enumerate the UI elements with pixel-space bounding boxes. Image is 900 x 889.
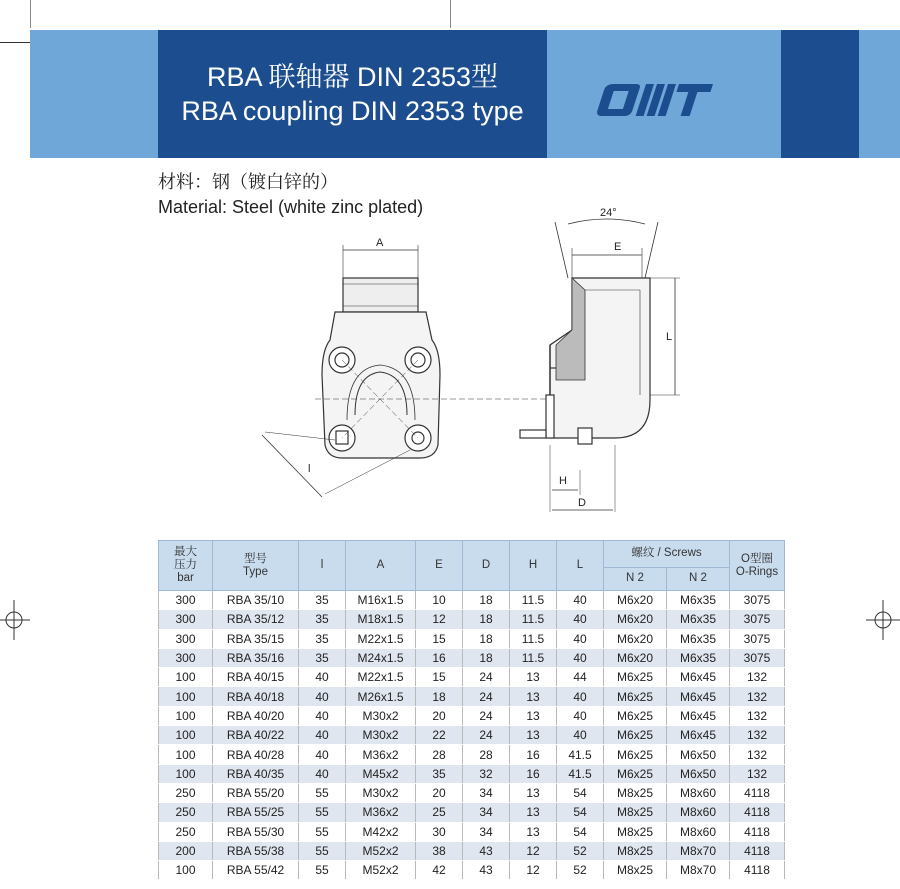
cell-e: 18 bbox=[416, 687, 463, 706]
cell-d: 24 bbox=[463, 687, 510, 706]
cell-pressure: 300 bbox=[159, 648, 213, 667]
cell-oring: 3075 bbox=[730, 629, 785, 648]
dimension-label-l: l bbox=[308, 463, 311, 475]
cell-pressure: 100 bbox=[159, 706, 213, 725]
cell-l: 40 bbox=[299, 668, 346, 687]
cell-screw-long: M8x70 bbox=[667, 861, 730, 880]
cell-screw-long: M6x45 bbox=[667, 726, 730, 745]
cell-h: 11.5 bbox=[510, 610, 557, 629]
cell-type: RBA 40/22 bbox=[213, 726, 299, 745]
cell-d: 28 bbox=[463, 745, 510, 764]
cell-screw-short: M6x25 bbox=[604, 706, 667, 725]
cell-oring: 3075 bbox=[730, 648, 785, 667]
side-view bbox=[520, 219, 680, 512]
cell-screw-long: M8x60 bbox=[667, 822, 730, 841]
cell-h: 16 bbox=[510, 764, 557, 783]
cell-d: 18 bbox=[463, 648, 510, 667]
cell-a: M30x2 bbox=[346, 706, 416, 725]
table-row bbox=[159, 629, 785, 648]
column-header-pressure bbox=[159, 541, 213, 591]
cell-e: 16 bbox=[416, 648, 463, 667]
header-type-cn: 型号 bbox=[244, 552, 267, 565]
cell-pressure: 300 bbox=[159, 591, 213, 610]
cell-screw-long: M6x35 bbox=[667, 610, 730, 629]
cell-length: 40 bbox=[557, 706, 604, 725]
header-pressure-unit: bar bbox=[177, 572, 194, 584]
cell-e: 12 bbox=[416, 610, 463, 629]
cell-screw-short: M6x25 bbox=[604, 726, 667, 745]
cell-l: 35 bbox=[299, 629, 346, 648]
table-row bbox=[159, 783, 785, 802]
cell-screw-short: M8x25 bbox=[604, 783, 667, 802]
cell-type: RBA 40/18 bbox=[213, 687, 299, 706]
cell-e: 38 bbox=[416, 841, 463, 860]
cell-length: 40 bbox=[557, 610, 604, 629]
cell-pressure: 300 bbox=[159, 629, 213, 648]
cell-length: 40 bbox=[557, 648, 604, 667]
technical-drawing bbox=[250, 200, 710, 520]
table-row bbox=[159, 841, 785, 860]
cell-a: M52x2 bbox=[346, 861, 416, 880]
dimension-label-e: E bbox=[614, 241, 622, 253]
table-row bbox=[159, 610, 785, 629]
registration-mark-left bbox=[0, 600, 30, 640]
dimension-label-length: L bbox=[666, 331, 673, 343]
cell-e: 22 bbox=[416, 726, 463, 745]
cell-length: 54 bbox=[557, 783, 604, 802]
cell-length: 41.5 bbox=[557, 764, 604, 783]
cell-screw-long: M6x45 bbox=[667, 687, 730, 706]
cell-h: 13 bbox=[510, 726, 557, 745]
cell-a: M24x1.5 bbox=[346, 648, 416, 667]
header-pressure-cn: 最大 压力 bbox=[174, 546, 197, 571]
table-row bbox=[159, 861, 785, 880]
cell-screw-long: M8x60 bbox=[667, 803, 730, 822]
cell-screw-long: M8x70 bbox=[667, 841, 730, 860]
cell-d: 24 bbox=[463, 706, 510, 725]
cell-a: M22x1.5 bbox=[346, 668, 416, 687]
cell-type: RBA 55/38 bbox=[213, 841, 299, 860]
cell-pressure: 300 bbox=[159, 610, 213, 629]
cell-pressure: 200 bbox=[159, 841, 213, 860]
cell-h: 11.5 bbox=[510, 648, 557, 667]
table-row bbox=[159, 803, 785, 822]
cell-d: 43 bbox=[463, 841, 510, 860]
cell-oring: 4118 bbox=[730, 803, 785, 822]
cell-e: 28 bbox=[416, 745, 463, 764]
cell-length: 40 bbox=[557, 726, 604, 745]
cell-a: M52x2 bbox=[346, 841, 416, 860]
cell-length: 40 bbox=[557, 629, 604, 648]
crop-mark bbox=[0, 42, 30, 43]
crop-mark bbox=[450, 0, 451, 28]
cell-l: 40 bbox=[299, 687, 346, 706]
front-view bbox=[262, 245, 560, 497]
cell-type: RBA 40/35 bbox=[213, 764, 299, 783]
header-type-en: Type bbox=[243, 565, 268, 578]
cell-d: 34 bbox=[463, 822, 510, 841]
cell-h: 13 bbox=[510, 668, 557, 687]
registration-mark-right bbox=[866, 600, 900, 640]
cell-type: RBA 35/10 bbox=[213, 591, 299, 610]
cell-screw-short: M6x25 bbox=[604, 687, 667, 706]
table-row bbox=[159, 745, 785, 764]
cell-a: M45x2 bbox=[346, 764, 416, 783]
cell-h: 11.5 bbox=[510, 591, 557, 610]
cell-a: M42x2 bbox=[346, 822, 416, 841]
cell-screw-long: M6x35 bbox=[667, 591, 730, 610]
cell-h: 16 bbox=[510, 745, 557, 764]
cell-oring: 3075 bbox=[730, 610, 785, 629]
column-header-a: A bbox=[346, 541, 416, 591]
cell-a: M30x2 bbox=[346, 783, 416, 802]
cell-oring: 4118 bbox=[730, 841, 785, 860]
cell-l: 40 bbox=[299, 706, 346, 725]
title-chinese: RBA 联轴器 DIN 2353型 bbox=[206, 62, 499, 92]
cell-screw-short: M8x25 bbox=[604, 841, 667, 860]
cell-l: 55 bbox=[299, 783, 346, 802]
cell-h: 11.5 bbox=[510, 629, 557, 648]
table-row bbox=[159, 822, 785, 841]
header-orings-cn: O型圈 bbox=[741, 552, 773, 565]
cell-d: 18 bbox=[463, 591, 510, 610]
dimension-label-angle: 24° bbox=[600, 207, 617, 219]
cell-l: 35 bbox=[299, 591, 346, 610]
cell-length: 41.5 bbox=[557, 745, 604, 764]
cell-length: 52 bbox=[557, 841, 604, 860]
cell-oring: 132 bbox=[730, 706, 785, 725]
banner-accent bbox=[781, 30, 859, 158]
cell-l: 35 bbox=[299, 610, 346, 629]
page-title bbox=[158, 30, 547, 158]
column-header-orings bbox=[730, 541, 785, 591]
dimension-label-d: D bbox=[578, 497, 586, 509]
cell-h: 13 bbox=[510, 822, 557, 841]
cell-type: RBA 35/12 bbox=[213, 610, 299, 629]
cell-screw-long: M6x35 bbox=[667, 648, 730, 667]
cell-type: RBA 55/30 bbox=[213, 822, 299, 841]
cell-screw-short: M6x20 bbox=[604, 610, 667, 629]
cell-l: 40 bbox=[299, 726, 346, 745]
cell-screw-short: M6x25 bbox=[604, 745, 667, 764]
table-row bbox=[159, 764, 785, 783]
cell-oring: 132 bbox=[730, 668, 785, 687]
crop-mark bbox=[30, 0, 31, 28]
cell-e: 30 bbox=[416, 822, 463, 841]
cell-d: 18 bbox=[463, 610, 510, 629]
cell-length: 44 bbox=[557, 668, 604, 687]
cell-a: M16x1.5 bbox=[346, 591, 416, 610]
header-orings-en: O-Rings bbox=[735, 565, 779, 578]
cell-e: 42 bbox=[416, 861, 463, 880]
cell-oring: 132 bbox=[730, 687, 785, 706]
column-header-h: H bbox=[510, 541, 557, 591]
cell-e: 20 bbox=[416, 706, 463, 725]
cell-a: M18x1.5 bbox=[346, 610, 416, 629]
cell-pressure: 100 bbox=[159, 668, 213, 687]
cell-d: 34 bbox=[463, 783, 510, 802]
title-english: RBA coupling DIN 2353 type bbox=[181, 96, 524, 126]
cell-pressure: 100 bbox=[159, 687, 213, 706]
column-header-e: E bbox=[416, 541, 463, 591]
column-header-screw-n2-short: N 2 bbox=[604, 567, 667, 590]
cell-d: 18 bbox=[463, 629, 510, 648]
cell-e: 35 bbox=[416, 764, 463, 783]
column-header-d: D bbox=[463, 541, 510, 591]
cell-pressure: 100 bbox=[159, 726, 213, 745]
cell-screw-short: M8x25 bbox=[604, 803, 667, 822]
cell-pressure: 250 bbox=[159, 803, 213, 822]
cell-screw-long: M6x45 bbox=[667, 706, 730, 725]
cell-oring: 132 bbox=[730, 726, 785, 745]
cell-oring: 4118 bbox=[730, 783, 785, 802]
cell-l: 55 bbox=[299, 861, 346, 880]
cell-type: RBA 40/15 bbox=[213, 668, 299, 687]
cell-a: M36x2 bbox=[346, 803, 416, 822]
cell-screw-short: M6x20 bbox=[604, 648, 667, 667]
cell-type: RBA 35/15 bbox=[213, 629, 299, 648]
cell-pressure: 100 bbox=[159, 764, 213, 783]
cell-screw-short: M8x25 bbox=[604, 822, 667, 841]
cell-l: 40 bbox=[299, 745, 346, 764]
table-row bbox=[159, 591, 785, 610]
cell-e: 15 bbox=[416, 668, 463, 687]
omt-logo bbox=[596, 84, 730, 116]
cell-l: 55 bbox=[299, 803, 346, 822]
cell-screw-long: M6x50 bbox=[667, 764, 730, 783]
cell-type: RBA 55/20 bbox=[213, 783, 299, 802]
cell-h: 13 bbox=[510, 706, 557, 725]
cell-pressure: 100 bbox=[159, 861, 213, 880]
cell-d: 24 bbox=[463, 668, 510, 687]
cell-oring: 132 bbox=[730, 764, 785, 783]
cell-pressure: 250 bbox=[159, 783, 213, 802]
cell-screw-short: M6x20 bbox=[604, 591, 667, 610]
cell-e: 25 bbox=[416, 803, 463, 822]
table-row bbox=[159, 687, 785, 706]
cell-oring: 4118 bbox=[730, 822, 785, 841]
column-header-type bbox=[213, 541, 299, 591]
cell-e: 10 bbox=[416, 591, 463, 610]
cell-l: 55 bbox=[299, 841, 346, 860]
cell-pressure: 250 bbox=[159, 822, 213, 841]
cell-l: 40 bbox=[299, 764, 346, 783]
table-row bbox=[159, 706, 785, 725]
cell-length: 40 bbox=[557, 687, 604, 706]
cell-d: 24 bbox=[463, 726, 510, 745]
cell-e: 15 bbox=[416, 629, 463, 648]
cell-d: 32 bbox=[463, 764, 510, 783]
cell-screw-long: M6x35 bbox=[667, 629, 730, 648]
dimension-label-h: H bbox=[559, 475, 567, 487]
cell-d: 34 bbox=[463, 803, 510, 822]
column-header-length: L bbox=[557, 541, 604, 591]
table-row bbox=[159, 726, 785, 745]
cell-d: 43 bbox=[463, 861, 510, 880]
material-en: Material: Steel (white zinc plated) bbox=[158, 197, 424, 217]
cell-e: 20 bbox=[416, 783, 463, 802]
cell-screw-short: M6x25 bbox=[604, 668, 667, 687]
cell-screw-long: M6x45 bbox=[667, 668, 730, 687]
column-header-screws: 螺纹 / Screws bbox=[604, 541, 730, 568]
cell-type: RBA 40/20 bbox=[213, 706, 299, 725]
cell-l: 35 bbox=[299, 648, 346, 667]
cell-screw-short: M8x25 bbox=[604, 861, 667, 880]
cell-type: RBA 40/28 bbox=[213, 745, 299, 764]
cell-l: 55 bbox=[299, 822, 346, 841]
cell-h: 12 bbox=[510, 861, 557, 880]
cell-a: M22x1.5 bbox=[346, 629, 416, 648]
table-body bbox=[159, 591, 785, 880]
cell-a: M36x2 bbox=[346, 745, 416, 764]
cell-h: 13 bbox=[510, 687, 557, 706]
cell-oring: 4118 bbox=[730, 861, 785, 880]
cell-length: 54 bbox=[557, 822, 604, 841]
cell-a: M26x1.5 bbox=[346, 687, 416, 706]
material-cn: 材料：钢（镀白锌的） bbox=[158, 172, 338, 192]
cell-h: 12 bbox=[510, 841, 557, 860]
table-row bbox=[159, 668, 785, 687]
cell-h: 13 bbox=[510, 783, 557, 802]
column-header-screw-n2-long: N 2 bbox=[667, 567, 730, 590]
cell-screw-long: M8x60 bbox=[667, 783, 730, 802]
cell-a: M30x2 bbox=[346, 726, 416, 745]
cell-oring: 3075 bbox=[730, 591, 785, 610]
cell-screw-short: M6x20 bbox=[604, 629, 667, 648]
cell-type: RBA 55/42 bbox=[213, 861, 299, 880]
cell-length: 40 bbox=[557, 591, 604, 610]
cell-type: RBA 35/16 bbox=[213, 648, 299, 667]
cell-pressure: 100 bbox=[159, 745, 213, 764]
table-row bbox=[159, 648, 785, 667]
cell-screw-long: M6x50 bbox=[667, 745, 730, 764]
cell-type: RBA 55/25 bbox=[213, 803, 299, 822]
column-header-l: l bbox=[299, 541, 346, 591]
cell-length: 52 bbox=[557, 861, 604, 880]
specification-table bbox=[158, 540, 785, 880]
cell-length: 54 bbox=[557, 803, 604, 822]
cell-oring: 132 bbox=[730, 745, 785, 764]
dimension-label-a: A bbox=[376, 237, 384, 249]
cell-h: 13 bbox=[510, 803, 557, 822]
cell-screw-short: M6x25 bbox=[604, 764, 667, 783]
